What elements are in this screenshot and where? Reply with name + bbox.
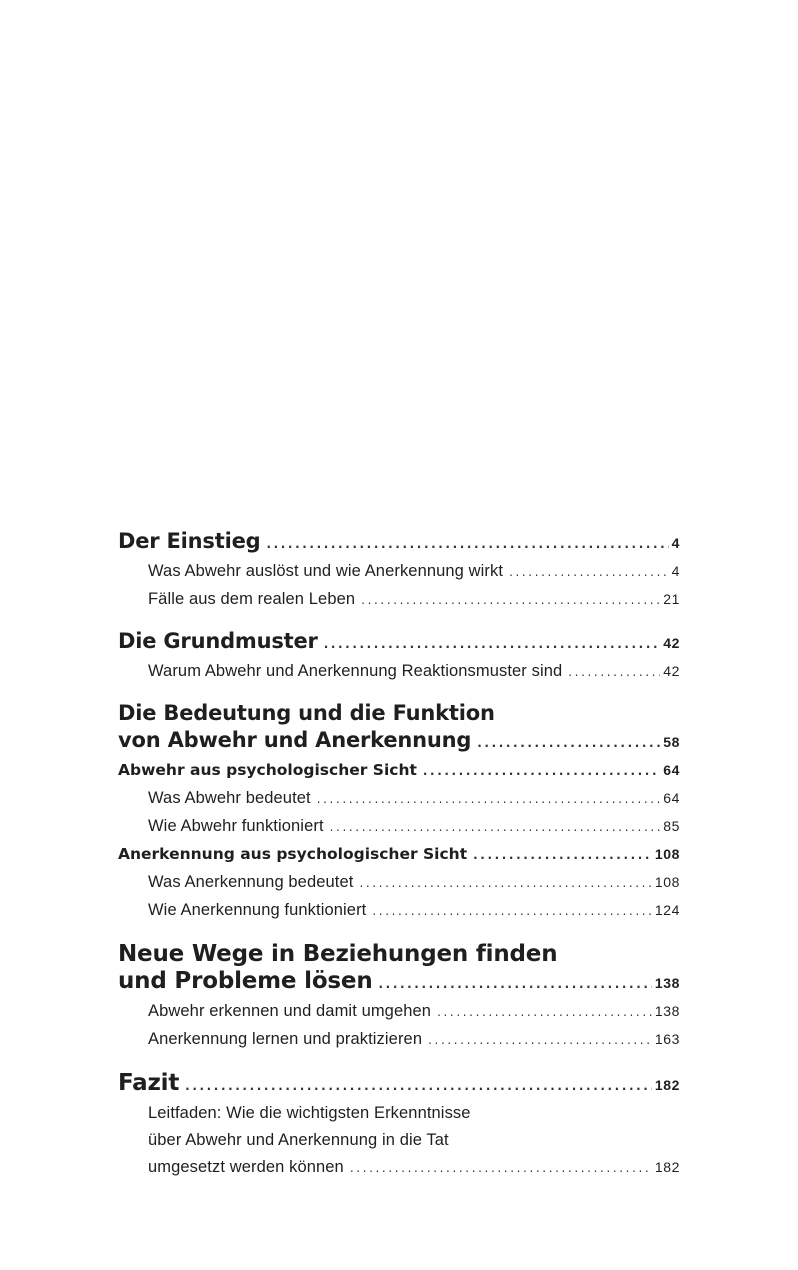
page-number: 21 xyxy=(663,591,680,607)
entry-title: über Abwehr und Anerkennung in die Tat xyxy=(148,1131,449,1149)
toc-section-bedeutung xyxy=(118,700,680,925)
dot-leader xyxy=(350,1155,652,1182)
dot-leader xyxy=(437,999,652,1026)
toc-subchapter[interactable] xyxy=(118,757,680,785)
toc-entry[interactable] xyxy=(118,869,680,897)
dot-leader xyxy=(266,531,668,558)
page-number: 42 xyxy=(663,635,680,651)
chapter-title: und Probleme lösen xyxy=(118,968,373,994)
page-number: 124 xyxy=(654,902,680,918)
dot-leader xyxy=(361,587,660,614)
chapter-title: Fazit xyxy=(118,1070,180,1096)
dot-leader xyxy=(509,559,669,586)
page-number: 85 xyxy=(663,818,680,834)
toc-entry[interactable] xyxy=(118,586,680,614)
toc-entry[interactable] xyxy=(118,998,680,1026)
entry-title: Wie Anerkennung funktioniert xyxy=(148,901,367,919)
page-number: 163 xyxy=(654,1031,680,1047)
entry-title: umgesetzt werden können xyxy=(148,1158,344,1176)
toc-entry[interactable] xyxy=(118,785,680,813)
page-number: 138 xyxy=(654,975,680,991)
page-number: 182 xyxy=(654,1077,680,1093)
chapter-title-line xyxy=(118,941,680,968)
dot-leader xyxy=(330,814,661,841)
page-number: 108 xyxy=(654,846,680,862)
chapter-title-line xyxy=(118,700,680,727)
entry-title: Leitfaden: Wie die wichtigsten Erkenntnisse xyxy=(148,1104,471,1122)
toc-section-neue-wege xyxy=(118,941,680,1054)
toc-entry[interactable] xyxy=(118,813,680,841)
page-number: 64 xyxy=(663,762,680,778)
toc-section-fazit xyxy=(118,1070,680,1182)
dot-leader xyxy=(324,631,661,658)
toc-chapter[interactable] xyxy=(118,628,680,658)
dot-leader xyxy=(423,758,660,785)
subchapter-title: Abwehr aus psychologischer Sicht xyxy=(118,761,417,779)
entry-title: Was Anerkennung bedeutet xyxy=(148,873,354,891)
entry-title: Abwehr erkennen und damit umgehen xyxy=(148,1002,432,1020)
toc-chapter[interactable] xyxy=(118,528,680,558)
dot-leader xyxy=(473,842,652,869)
page-number: 4 xyxy=(671,563,680,579)
table-of-contents xyxy=(118,528,680,1182)
chapter-title: Neue Wege in Beziehungen finden xyxy=(118,941,558,967)
page-number: 42 xyxy=(663,663,680,679)
dot-leader xyxy=(185,1073,652,1100)
entry-title: Was Abwehr bedeutet xyxy=(148,789,311,807)
page-number: 58 xyxy=(663,734,680,750)
page-number: 182 xyxy=(654,1159,680,1175)
toc-chapter[interactable] xyxy=(118,1070,680,1100)
page-number: 108 xyxy=(654,874,680,890)
dot-leader xyxy=(317,786,661,813)
toc-entry-multiline xyxy=(118,1100,680,1154)
entry-title: Wie Abwehr funktioniert xyxy=(148,817,324,835)
entry-title: Anerkennung lernen und praktizieren xyxy=(148,1030,423,1048)
page-number: 4 xyxy=(671,535,680,551)
entry-title: Was Abwehr auslöst und wie Anerkennung wirkt xyxy=(148,562,504,580)
toc-entry[interactable] xyxy=(118,897,680,925)
page-number: 138 xyxy=(654,1003,680,1019)
toc-chapter[interactable] xyxy=(118,968,680,998)
subchapter-title: Anerkennung aus psychologischer Sicht xyxy=(118,845,468,863)
dot-leader xyxy=(477,730,660,757)
toc-entry[interactable] xyxy=(118,1026,680,1054)
dot-leader xyxy=(379,971,652,998)
toc-section-der-einstieg xyxy=(118,528,680,614)
toc-entry[interactable] xyxy=(118,558,680,586)
page-number: 64 xyxy=(663,790,680,806)
toc-entry[interactable] xyxy=(118,658,680,686)
chapter-title: von Abwehr und Anerkennung xyxy=(118,728,472,752)
chapter-title: Die Bedeutung und die Funktion xyxy=(118,701,495,725)
dot-leader xyxy=(568,659,660,686)
toc-chapter[interactable] xyxy=(118,727,680,757)
toc-section-grundmuster xyxy=(118,628,680,686)
toc-entry[interactable] xyxy=(118,1154,680,1182)
dot-leader xyxy=(428,1027,652,1054)
dot-leader xyxy=(359,870,651,897)
entry-title: Warum Abwehr und Anerkennung Reaktionsmuster sind xyxy=(148,662,563,680)
chapter-title: Die Grundmuster xyxy=(118,629,318,653)
chapter-title: Der Einstieg xyxy=(118,529,261,553)
entry-title: Fälle aus dem realen Leben xyxy=(148,590,356,608)
dot-leader xyxy=(372,898,651,925)
toc-subchapter[interactable] xyxy=(118,841,680,869)
